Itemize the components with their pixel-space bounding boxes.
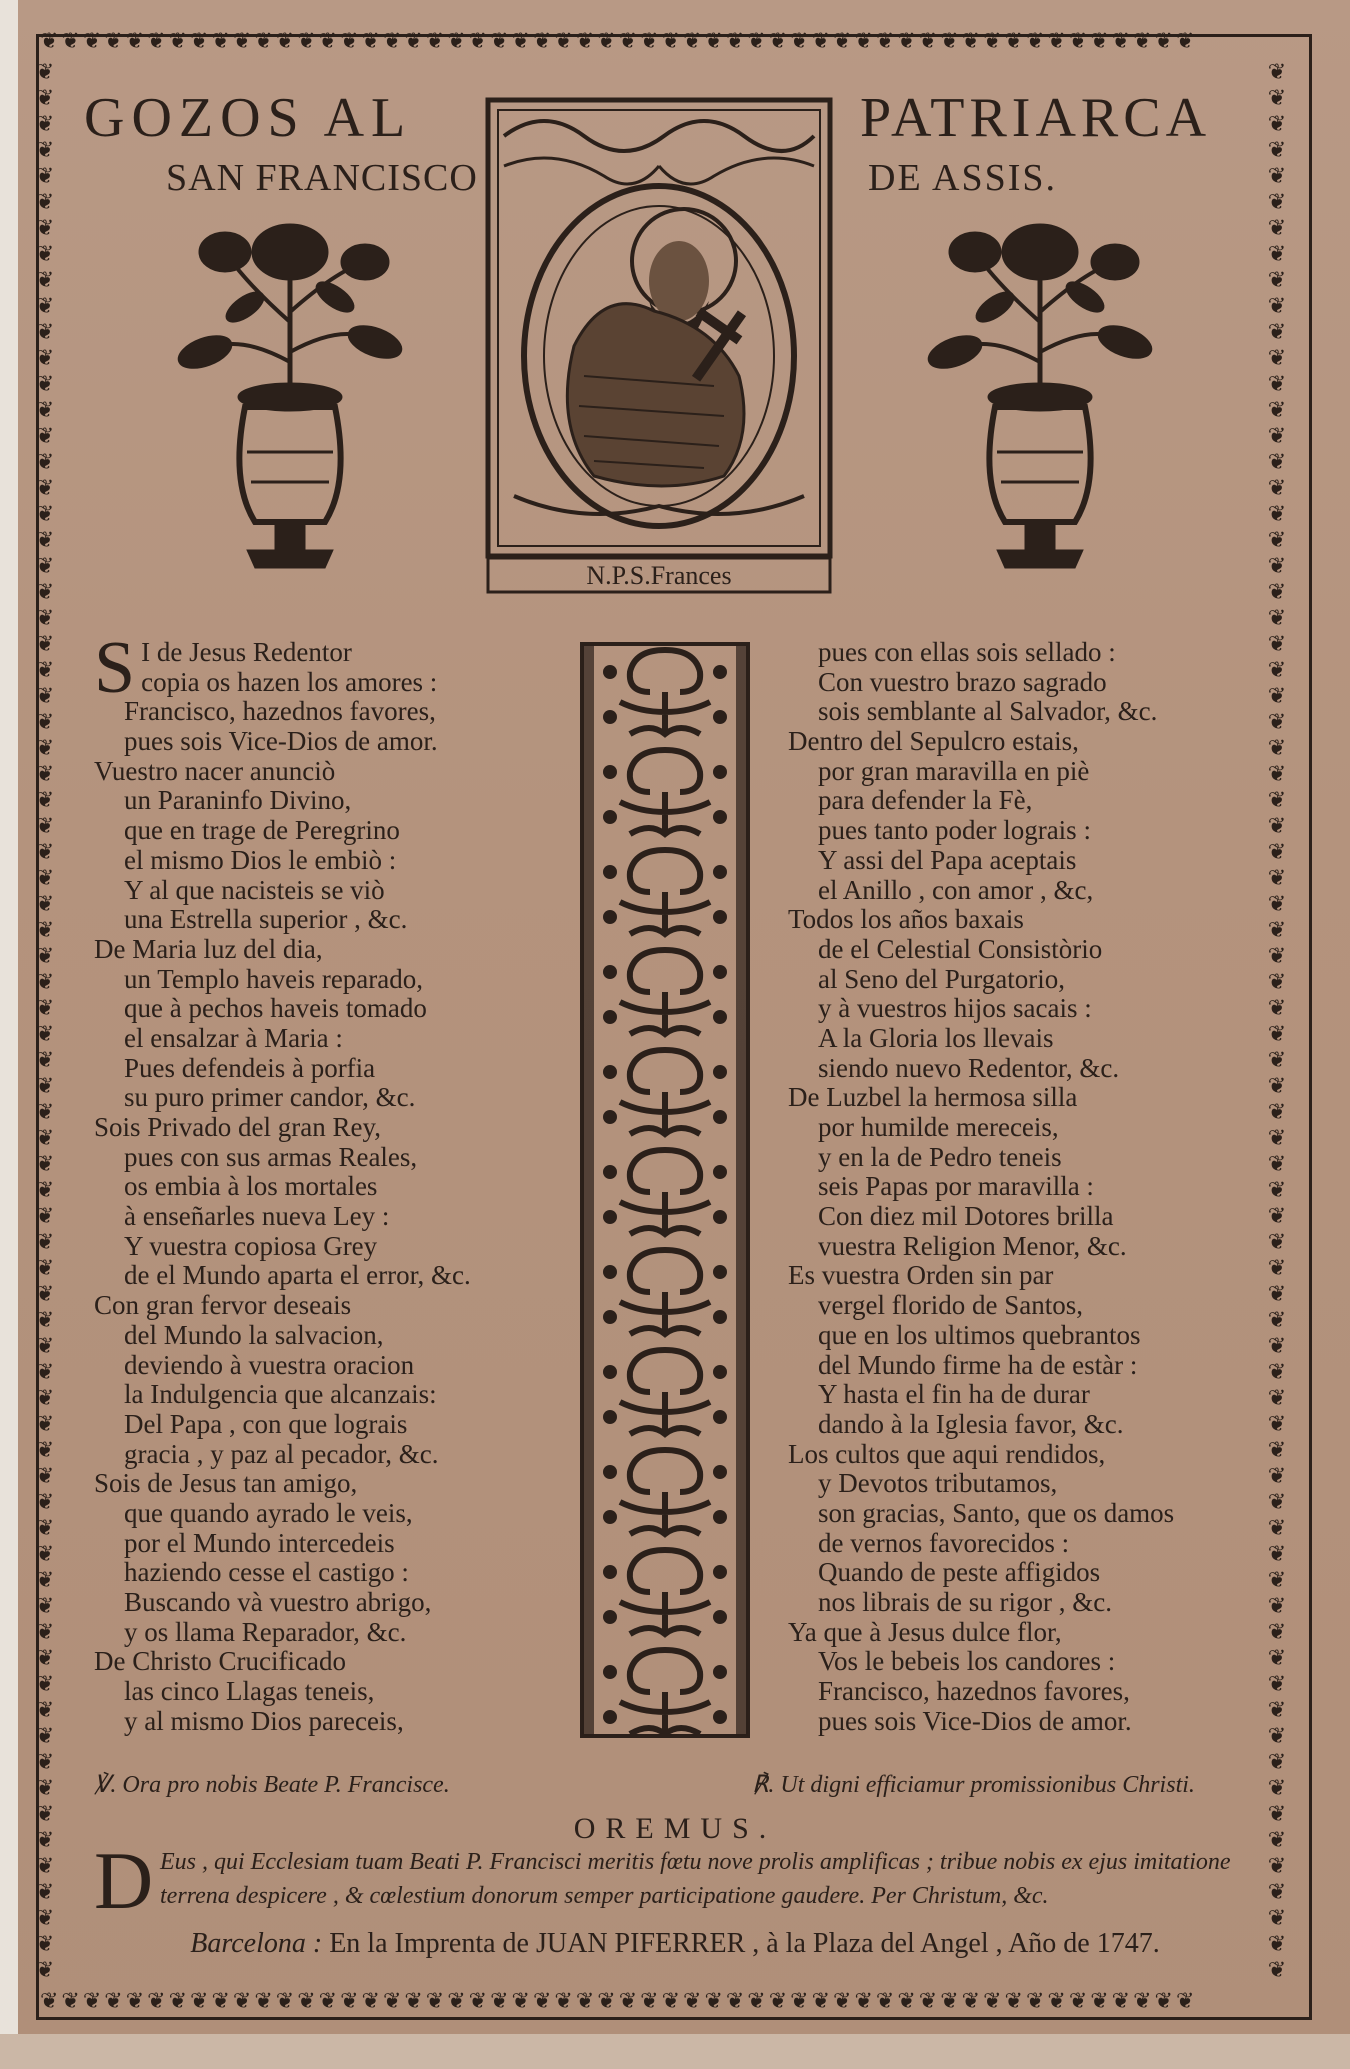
verse-line: Todos los años baxais [788, 904, 1024, 935]
verse-line: De Luzbel la hermosa silla [788, 1082, 1078, 1113]
verse-line: Ya que à Jesus dulce flor, [788, 1616, 1062, 1647]
imprint-details: En la Imprenta de JUAN PIFERRER , à la Plaza del Angel , Año de 1747. [329, 1928, 1160, 1959]
verse-line: de vernos favorecidos : [818, 1527, 1070, 1558]
verse-line: de el Celestial Consistòrio [818, 933, 1103, 964]
drop-cap: S [94, 627, 136, 709]
verse-line: Sois de Jesus tan amigo, [94, 1468, 358, 1499]
center-ornament-strip [580, 642, 750, 1738]
verse-line: pues con ellas sois sellado : [818, 637, 1116, 667]
verse-line: os embia à los mortales [124, 1171, 378, 1202]
verse-line: Francisco, hazednos favores, [124, 696, 436, 727]
verse-line: y os llama Reparador, &c. [124, 1616, 407, 1647]
verse-line: que en trage de Peregrino [124, 815, 400, 846]
verse-line: y à vuestros hijos sacais : [818, 993, 1092, 1024]
verse-line: por gran maravilla en piè [818, 755, 1090, 786]
verse-line: pues tanto poder lograis : [818, 815, 1091, 846]
verse-line: las cinco Llagas teneis, [124, 1676, 375, 1707]
verse-line: Buscando và vuestro abrigo, [124, 1587, 432, 1617]
verse-line: Vuestro nacer anunciò [94, 755, 336, 786]
verse-line: y en la de Pedro teneis [818, 1141, 1062, 1172]
verse-line: A la Gloria los llevais [818, 1022, 1054, 1053]
verse-line: seis Papas por maravilla : [818, 1171, 1094, 1202]
ornament-border-right: ❦❦❦❦❦❦❦❦❦❦❦❦❦❦❦❦❦❦❦❦❦❦❦❦❦❦❦❦❦❦❦❦❦❦❦❦❦❦❦❦❦❦❦❦❦❦❦❦❦❦❦❦❦❦❦❦❦❦❦❦❦❦❦❦❦❦❦❦❦❦❦❦❦❦ [1267, 60, 1287, 1983]
verse-line: haziendo cesse el castigo : [124, 1557, 409, 1588]
ornament-border-top: ❦❦❦❦❦❦❦❦❦❦❦❦❦❦❦❦❦❦❦❦❦❦❦❦❦❦❦❦❦❦❦❦❦❦❦❦❦❦❦❦❦❦❦❦❦❦❦❦❦❦❦❦❦❦ [40, 29, 1198, 54]
verse-line: del Mundo la salvacion, [124, 1319, 384, 1350]
verse-line: Y hasta el fin ha de durar [818, 1379, 1090, 1410]
title-line1-left: GOZOS AL [84, 87, 413, 149]
ornament-border-bottom: ❦❦❦❦❦❦❦❦❦❦❦❦❦❦❦❦❦❦❦❦❦❦❦❦❦❦❦❦❦❦❦❦❦❦❦❦❦❦❦❦❦❦❦❦❦❦❦❦❦❦❦❦❦❦ [40, 1989, 1198, 2014]
verse-line: dando à la Iglesia favor, &c. [818, 1408, 1124, 1439]
verse-line: copia os hazen los amores : [141, 666, 438, 697]
verse-line: gracia , y paz al pecador, &c. [124, 1438, 439, 1469]
verse-line: al Seno del Purgatorio, [818, 963, 1065, 994]
verse-line: y al mismo Dios pareceis, [124, 1705, 404, 1736]
verses-right-column [788, 638, 1258, 1736]
verse-line: el mismo Dios le embiò : [124, 844, 397, 875]
verse-line: el Anillo , con amor , &c, [818, 874, 1094, 905]
response: ℟. Ut digni efficiamur promissionibus Christi. [752, 1772, 1195, 1798]
verse-line: à enseñarles nueva Ley : [124, 1201, 390, 1232]
verse-line: deviendo à vuestra oracion [124, 1349, 415, 1380]
printer-imprint [0, 1928, 1350, 1960]
verse-line: Con vuestro brazo sagrado [818, 666, 1107, 697]
saint-francis-woodcut [484, 96, 834, 596]
ornament-border-left: ❦❦❦❦❦❦❦❦❦❦❦❦❦❦❦❦❦❦❦❦❦❦❦❦❦❦❦❦❦❦❦❦❦❦❦❦❦❦❦❦❦❦❦❦❦❦❦❦❦❦❦❦❦❦❦❦❦❦❦❦❦❦❦❦❦❦❦❦❦❦❦❦❦❦ [35, 60, 55, 1983]
verse-line: Francisco, hazednos favores, [818, 1676, 1130, 1707]
verse-line: el ensalzar à Maria : [124, 1022, 343, 1053]
oremus-heading: OREMUS. [573, 1812, 777, 1845]
verse-line: Quando de peste affigidos [818, 1557, 1101, 1588]
verse-line: pues sois Vice-Dios de amor. [818, 1705, 1132, 1736]
verse-line: Con gran fervor deseais [94, 1290, 352, 1321]
title-line2-right: DE ASSIS. [868, 157, 1058, 199]
verse-line: para defender la Fè, [818, 785, 1033, 816]
verse-line: Y vuestra copiosa Grey [124, 1230, 378, 1261]
verse-line: Sois Privado del gran Rey, [94, 1112, 381, 1142]
verse-line: un Paraninfo Divino, [124, 785, 352, 816]
verse-line: Y al que nacisteis se viò [124, 874, 385, 905]
verse-line: Y assi del Papa aceptais [818, 844, 1077, 875]
verse-line: y Devotos tributamos, [818, 1468, 1058, 1499]
paper-edge-left [0, 0, 18, 2069]
verse-line: Es vuestra Orden sin par [788, 1260, 1054, 1291]
verse-line: Pues defendeis à porfia [124, 1052, 376, 1083]
title-line2-left: SAN FRANCISCO [166, 157, 478, 199]
flower-vase-right-icon [925, 212, 1155, 582]
verse-line: Los cultos que aqui rendidos, [788, 1438, 1106, 1469]
verse-line: un Templo haveis reparado, [124, 963, 424, 994]
verse-line: su puro primer candor, &c. [124, 1082, 416, 1113]
paper-edge-bottom [0, 2034, 1350, 2069]
verse-line: la Indulgencia que alcanzais: [124, 1379, 437, 1410]
verse-line: nos librais de su rigor , &c. [818, 1587, 1112, 1617]
verse-line: por el Mundo intercedeis [124, 1527, 395, 1558]
flower-vase-left-icon [175, 212, 405, 582]
prayer-text: Eus , qui Ecclesiam tuam Beati P. Francisci meritis fœtu nove prolis amplificas ; tribue nobis ex ejus imitatione terrena despicere , & cœlestium donorum semper participatione gaudere. Per Christum, &c. [160, 1849, 1231, 1909]
title-line1-right: PATRIARCA [860, 87, 1212, 149]
verse-line: por humilde mereceis, [818, 1112, 1059, 1142]
verse-line: vuestra Religion Menor, &c. [818, 1230, 1127, 1261]
verse-line: de el Mundo aparta el error, &c. [124, 1260, 471, 1291]
verse-line: pues con sus armas Reales, [124, 1141, 418, 1172]
verse-line: I de Jesus Redentor [141, 637, 352, 667]
verse-line: Del Papa , con que lograis [124, 1408, 408, 1439]
verse-line: De Maria luz del dia, [94, 933, 323, 964]
verse-line: son gracias, Santo, que os damos [818, 1497, 1175, 1528]
verse-line: Vos le bebeis los candores : [818, 1646, 1116, 1677]
verse-line: siendo nuevo Redentor, &c. [818, 1052, 1120, 1083]
verses-left-column [94, 627, 564, 1736]
verse-line: del Mundo firme ha de estàr : [818, 1349, 1138, 1380]
verse-line: pues sois Vice-Dios de amor. [124, 726, 438, 757]
verse-line: que à pechos haveis tomado [124, 993, 427, 1024]
verse-line: Dentro del Sepulcro estais, [788, 726, 1079, 757]
verse-line: vergel florido de Santos, [818, 1290, 1083, 1321]
verse-line: que en los ultimos quebrantos [818, 1319, 1141, 1350]
verse-line: sois semblante al Salvador, &c. [818, 696, 1158, 727]
woodcut-caption: N.P.S.Frances [586, 561, 732, 590]
verse-line: De Christo Crucificado [94, 1646, 346, 1677]
verse-line: una Estrella superior , &c. [124, 904, 408, 935]
prayer-initial: D [94, 1835, 154, 1926]
verse-line: Con diez mil Dotores brilla [818, 1201, 1114, 1232]
verse-line: que quando ayrado le veis, [124, 1497, 413, 1528]
imprint-city: Barcelona : [190, 1928, 323, 1959]
versicle: ℣. Ora pro nobis Beate P. Francisce. [94, 1772, 450, 1798]
